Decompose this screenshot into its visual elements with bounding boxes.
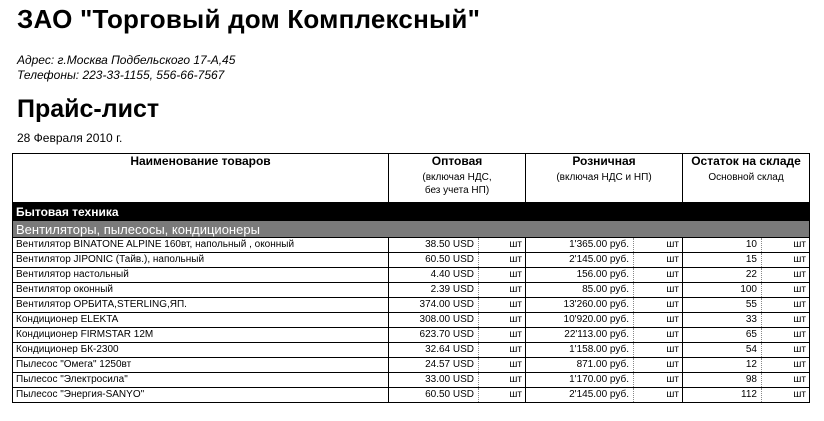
- wholesale-price: 32.64 USD: [389, 343, 479, 358]
- stock-qty: 10: [683, 238, 762, 253]
- company-name: ЗАО "Торговый дом Комплексный": [17, 4, 481, 34]
- table-row: [13, 298, 810, 313]
- wholesale-unit: шт: [479, 298, 526, 313]
- retail-unit: шт: [634, 283, 683, 298]
- table-row: [13, 328, 810, 343]
- stock-qty: 15: [683, 253, 762, 268]
- stock-qty: 112: [683, 388, 762, 403]
- address-line: Адрес: г.Москва Подбельского 17-А,45: [17, 53, 236, 67]
- wholesale-price: 38.50 USD: [389, 238, 479, 253]
- stock-qty: 33: [683, 313, 762, 328]
- stock-unit: шт: [762, 358, 810, 373]
- table-row: [13, 343, 810, 358]
- col-header-retail: Розничная (включая НДС и НП): [526, 154, 683, 203]
- category-label: Бытовая техника: [13, 203, 810, 221]
- stock-unit: шт: [762, 388, 810, 403]
- product-name: Кондиционер FIRMSTAR 12M: [13, 328, 389, 343]
- table-row: [13, 238, 810, 253]
- retail-unit: шт: [634, 343, 683, 358]
- wholesale-unit: шт: [479, 253, 526, 268]
- retail-unit: шт: [634, 373, 683, 388]
- product-name: Пылесос "Энергия-SANYO": [13, 388, 389, 403]
- retail-price: 85.00 руб.: [526, 283, 634, 298]
- page-title: Прайс-лист: [17, 95, 160, 123]
- retail-price: 156.00 руб.: [526, 268, 634, 283]
- wholesale-price: 374.00 USD: [389, 298, 479, 313]
- product-name: Кондиционер БК-2300: [13, 343, 389, 358]
- stock-qty: 98: [683, 373, 762, 388]
- product-name: Пылесос "Электросила": [13, 373, 389, 388]
- wholesale-price: 2.39 USD: [389, 283, 479, 298]
- stock-qty: 55: [683, 298, 762, 313]
- company-contacts: [17, 53, 235, 83]
- category-row: [13, 203, 810, 221]
- retail-unit: шт: [634, 253, 683, 268]
- stock-unit: шт: [762, 313, 810, 328]
- table-row: [13, 283, 810, 298]
- product-name: Вентилятор настольный: [13, 268, 389, 283]
- subcategory-row: [13, 221, 810, 238]
- wholesale-price: 623.70 USD: [389, 328, 479, 343]
- table-row: [13, 313, 810, 328]
- wholesale-unit: шт: [479, 238, 526, 253]
- stock-qty: 100: [683, 283, 762, 298]
- wholesale-unit: шт: [479, 313, 526, 328]
- product-name: Кондиционер ELEKTA: [13, 313, 389, 328]
- stock-unit: шт: [762, 268, 810, 283]
- retail-unit: шт: [634, 298, 683, 313]
- product-name: Вентилятор BINATONE ALPINE 160вт, напольный , оконный: [13, 238, 389, 253]
- retail-price: 1'170.00 руб.: [526, 373, 634, 388]
- price-table: [12, 153, 810, 403]
- col-header-stock: Остаток на складе Основной склад: [683, 154, 810, 203]
- product-name: Вентилятор ОРБИТА,STERLING,ЯП.: [13, 298, 389, 313]
- table-row: [13, 358, 810, 373]
- stock-qty: 12: [683, 358, 762, 373]
- stock-qty: 65: [683, 328, 762, 343]
- stock-unit: шт: [762, 283, 810, 298]
- wholesale-unit: шт: [479, 328, 526, 343]
- retail-price: 2'145.00 руб.: [526, 388, 634, 403]
- retail-price: 22'113.00 руб.: [526, 328, 634, 343]
- wholesale-unit: шт: [479, 388, 526, 403]
- retail-price: 1'365.00 руб.: [526, 238, 634, 253]
- stock-unit: шт: [762, 238, 810, 253]
- retail-unit: шт: [634, 328, 683, 343]
- retail-unit: шт: [634, 238, 683, 253]
- price-date: 28 Февраля 2010 г.: [17, 131, 123, 145]
- product-name: Пылесос "Омега" 1250вт: [13, 358, 389, 373]
- retail-price: 13'260.00 руб.: [526, 298, 634, 313]
- subcategory-label: Вентиляторы, пылесосы, кондиционеры: [13, 221, 810, 238]
- retail-unit: шт: [634, 313, 683, 328]
- retail-price: 871.00 руб.: [526, 358, 634, 373]
- stock-unit: шт: [762, 328, 810, 343]
- table-header-row: [13, 154, 810, 203]
- table-row: [13, 373, 810, 388]
- wholesale-unit: шт: [479, 343, 526, 358]
- stock-unit: шт: [762, 343, 810, 358]
- retail-price: 10'920.00 руб.: [526, 313, 634, 328]
- stock-qty: 54: [683, 343, 762, 358]
- table-row: [13, 253, 810, 268]
- phones-line: Телефоны: 223-33-1155, 556-66-7567: [17, 68, 225, 82]
- retail-unit: шт: [634, 388, 683, 403]
- stock-unit: шт: [762, 373, 810, 388]
- retail-unit: шт: [634, 268, 683, 283]
- wholesale-price: 33.00 USD: [389, 373, 479, 388]
- stock-qty: 22: [683, 268, 762, 283]
- stock-unit: шт: [762, 253, 810, 268]
- col-header-name: Наименование товаров: [13, 154, 389, 203]
- retail-price: 1'158.00 руб.: [526, 343, 634, 358]
- wholesale-price: 60.50 USD: [389, 388, 479, 403]
- wholesale-price: 308.00 USD: [389, 313, 479, 328]
- wholesale-unit: шт: [479, 283, 526, 298]
- wholesale-price: 4.40 USD: [389, 268, 479, 283]
- table-row: [13, 268, 810, 283]
- retail-price: 2'145.00 руб.: [526, 253, 634, 268]
- wholesale-price: 24.57 USD: [389, 358, 479, 373]
- product-name: Вентилятор оконный: [13, 283, 389, 298]
- wholesale-unit: шт: [479, 373, 526, 388]
- stock-unit: шт: [762, 298, 810, 313]
- wholesale-unit: шт: [479, 358, 526, 373]
- retail-unit: шт: [634, 358, 683, 373]
- wholesale-unit: шт: [479, 268, 526, 283]
- product-name: Вентилятор JIPONIC (Тайв.), напольный: [13, 253, 389, 268]
- wholesale-price: 60.50 USD: [389, 253, 479, 268]
- col-header-wholesale: Оптовая (включая НДС, без учета НП): [389, 154, 526, 203]
- table-row: [13, 388, 810, 403]
